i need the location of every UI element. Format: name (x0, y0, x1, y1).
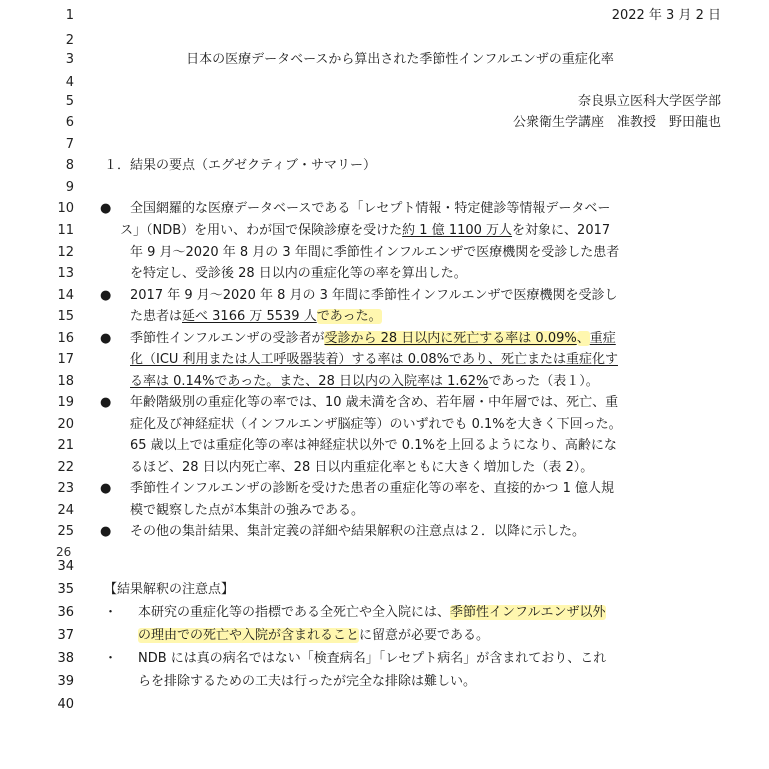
author-name: 公衆衛生学講座 准教授 野田龍也 (512, 115, 721, 130)
underlined-text: 重症 (589, 331, 616, 346)
line-number: 4 (65, 75, 74, 90)
line-number: 12 (57, 245, 74, 260)
line-number: 3 (65, 52, 74, 67)
bullet-icon: ● (100, 201, 112, 216)
text-segment: 季節性インフルエンザの受診者が (130, 331, 325, 346)
bullet-4-line-2: 症化及び神経症状（インフルエンザ脳症等）のいずれでも 0.1%を大きく下回った。 (130, 417, 622, 432)
line-number: 40 (57, 697, 74, 712)
line-number: 24 (57, 503, 74, 518)
bullet-4-line-1: 年齢階級別の重症化等の率では、10 歳未満を含め、若年層・中年層では、死亡、重 (130, 395, 619, 410)
line-number: 16 (57, 331, 74, 346)
line-number: 34 (57, 559, 74, 574)
line-number: 15 (57, 309, 74, 324)
text-segment: 本研究の重症化等の指標である全死亡や全入院には、 (138, 605, 451, 620)
underlined-text: る率は 0.14%であった。また、28 日以内の入院率は 1.62% (130, 374, 489, 389)
text-segment: ス」（NDB）を用い、わが国で保険診療を受けた (120, 223, 403, 238)
line-number: 39 (57, 674, 74, 689)
bullet-1-line-1: 全国網羅的な医療データベースである「レセプト情報・特定健診等情報データベー (130, 201, 611, 216)
highlighted-text: の理由での死亡や入院が含まれること (138, 628, 360, 643)
bullet-4-line-3: 65 歳以上では重症化等の率は神経症状以外で 0.1%を上回るようになり、高齢にな (130, 438, 617, 453)
bullet-2-line-1: 2017 年 9 月～2020 年 8 月の 3 年間に季節性インフルエンザで医療機関を受診し (130, 288, 618, 303)
section-heading-notes: 【結果解釈の注意点】 (104, 582, 235, 597)
highlighted-text: 季節性インフルエンザ以外 (450, 605, 606, 620)
bullet-icon: ● (100, 395, 112, 410)
line-number: 1 (65, 8, 74, 23)
bottom-line-40 (0, 690, 769, 720)
line-number: 17 (57, 352, 74, 367)
document-date: 2022 年 3 月 2 日 (611, 8, 721, 23)
bullet-icon: ● (100, 524, 112, 539)
document-bottom-section (0, 552, 769, 769)
bullet-6-line-1: その他の集計結果、集計定義の詳細や結果解釈の注意点は２．以降に示した。 (130, 524, 586, 539)
text-segment: に留意が必要である。 (359, 628, 490, 643)
line-number: 14 (57, 288, 74, 303)
highlighted-text: であった。 (316, 309, 382, 324)
document-title: 日本の医療データベースから算出された季節性インフルエンザの重症化率 (186, 52, 614, 67)
dot-bullet-icon: ・ (104, 651, 118, 666)
line-number: 26 (56, 545, 72, 559)
highlighted-text: 、 (576, 331, 590, 346)
highlighted-underlined-text: 受診から 28 日以内に死亡する率は 0.09% (324, 331, 577, 346)
note-2-line-1: NDB には真の病名ではない「検査病名」「レセプト病名」が含まれており、これ (138, 651, 607, 666)
line-number: 2 (65, 33, 74, 48)
line-number: 35 (57, 582, 74, 597)
line-number: 21 (57, 438, 74, 453)
line-number: 9 (65, 180, 74, 195)
text-segment: た患者は (130, 309, 183, 324)
bullet-5-line-2: 模で観察した点が本集計の強みである。 (130, 503, 365, 518)
line-number: 22 (57, 460, 74, 475)
bullet-3-line-2: 化（ICU 利用または人工呼吸器装着）する率は 0.08%であり、死亡または重症化す (130, 352, 618, 367)
line-number: 8 (65, 158, 74, 173)
line-number: 25 (57, 524, 74, 539)
line-number: 5 (65, 94, 74, 109)
line-number: 6 (65, 115, 74, 130)
line-number: 20 (57, 417, 74, 432)
text-segment: であった（表１）。 (488, 374, 599, 389)
line-number: 13 (57, 266, 74, 281)
line-number: 7 (65, 137, 74, 152)
text-segment: を対象に、2017 (512, 223, 611, 238)
bullet-icon: ● (100, 331, 112, 346)
bullet-icon: ● (100, 481, 112, 496)
line-number: 11 (57, 223, 74, 238)
dot-bullet-icon: ・ (104, 605, 118, 620)
line-number: 18 (57, 374, 74, 389)
line-number: 37 (57, 628, 74, 643)
bullet-1-line-4: を特定し、受診後 28 日以内の重症化等の率を算出した。 (130, 266, 467, 281)
bullet-5-line-1: 季節性インフルエンザの診断を受けた患者の重症化等の率を、直接的かつ 1 億人規 (130, 481, 615, 496)
note-2-line-2: らを排除するための工夫は行ったが完全な排除は難しい。 (138, 674, 477, 689)
line-number: 10 (57, 201, 74, 216)
line-number: 19 (57, 395, 74, 410)
bullet-1-line-3: 年 9 月～2020 年 8 月の 3 年間に季節性インフルエンザで医療機関を受診した患者 (130, 245, 620, 260)
bullet-4-line-4: るほど、28 日以内死亡率、28 日以内重症化率ともに大きく増加した（表 2）。 (130, 460, 594, 475)
underlined-text: 延べ 3166 万 5539 人 (182, 309, 317, 324)
line-number: 36 (57, 605, 74, 620)
underlined-text: 約 1 億 1100 万人 (402, 223, 513, 238)
author-affiliation: 奈良県立医科大学医学部 (577, 94, 721, 109)
line-number: 38 (57, 651, 74, 666)
section-heading-summary: １．結果の要点（エグゼクティブ・サマリー） (104, 158, 376, 173)
line-number: 23 (57, 481, 74, 496)
bullet-icon: ● (100, 288, 112, 303)
